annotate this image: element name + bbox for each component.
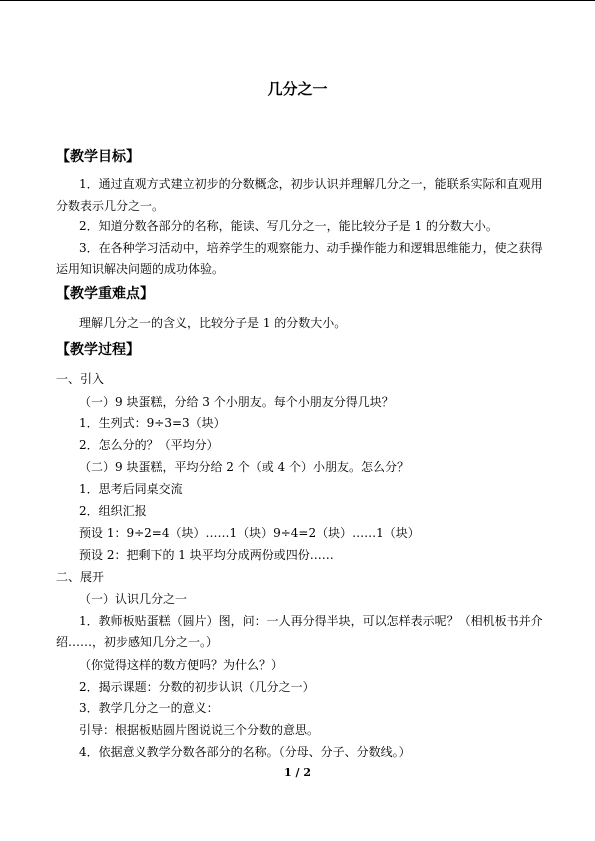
heading-objectives: 【教学目标】 bbox=[56, 149, 140, 165]
key-points-text: 理解几分之一的含义，比较分子是 1 的分数大小。 bbox=[79, 316, 347, 330]
section-2-para-3: （你觉得这样的数方便吗？为什么？） bbox=[79, 658, 284, 672]
heading-process: 【教学过程】 bbox=[56, 342, 140, 358]
objective-3-line-2: 运用知识解决问题的成功体验。 bbox=[56, 262, 225, 276]
objective-1-line-2: 分数表示几分之一。 bbox=[56, 199, 165, 213]
section-2-para-1: （一）认识几分之一 bbox=[79, 592, 188, 606]
section-2-para-6: 引导：根据板贴圆片图说说三个分数的意思。 bbox=[79, 723, 320, 737]
section-1-para-8: 预设 2：把剩下的 1 块平均分成两份或四份…… bbox=[79, 548, 334, 562]
objective-3-line-1: 3．在各种学习活动中，培养学生的观察能力、动手操作能力和逻辑思维能力，使之获得 bbox=[79, 241, 543, 255]
objective-2: 2．知道分数各部分的名称，能读、写几分之一，能比较分子是 1 的分数大小。 bbox=[79, 219, 498, 233]
section-1-para-7: 预设 1：9÷2=4（块）……1（块）9÷4=2（块）……1（块） bbox=[79, 526, 420, 540]
section-1-title: 一、引入 bbox=[56, 372, 105, 386]
section-1-para-5: 1．思考后同桌交流 bbox=[79, 482, 183, 496]
section-2-para-7: 4．依据意义教学分数各部分的名称。（分母、分子、分数线。） bbox=[79, 745, 411, 759]
page-number: 1 / 2 bbox=[284, 766, 311, 779]
section-2-para-4: 2．揭示课题：分数的初步认识（几分之一） bbox=[79, 680, 315, 694]
section-1-para-6: 2．组织汇报 bbox=[79, 504, 147, 518]
section-1-para-2: 1．生列式：9÷3=3（块） bbox=[79, 416, 226, 430]
heading-key-points: 【教学重难点】 bbox=[56, 286, 154, 302]
section-1-para-1: （一）9 块蛋糕，分给 3 个小朋友。每个小朋友分得几块？ bbox=[79, 395, 394, 409]
section-2-para-5: 3．教学几分之一的意义： bbox=[79, 701, 219, 715]
section-1-para-3: 2．怎么分的？（平均分） bbox=[79, 438, 219, 452]
top-rule bbox=[0, 0, 595, 1]
section-1-para-4: （二）9 块蛋糕，平均分给 2 个（或 4 个）小朋友。怎么分？ bbox=[79, 460, 409, 474]
section-2-para-2-line-1: 1．教师板贴蛋糕（圆片）图，问：一人再分得半块，可以怎样表示呢？（相机板书并介 bbox=[79, 614, 543, 628]
section-2-para-2-line-2: 绍……，初步感知几分之一。） bbox=[56, 635, 219, 649]
page-title: 几分之一 bbox=[267, 80, 328, 98]
objective-1-line-1: 1．通过直观方式建立初步的分数概念，初步认识并理解几分之一，能联系实际和直观用 bbox=[79, 177, 543, 191]
section-2-title: 二、展开 bbox=[56, 570, 105, 584]
